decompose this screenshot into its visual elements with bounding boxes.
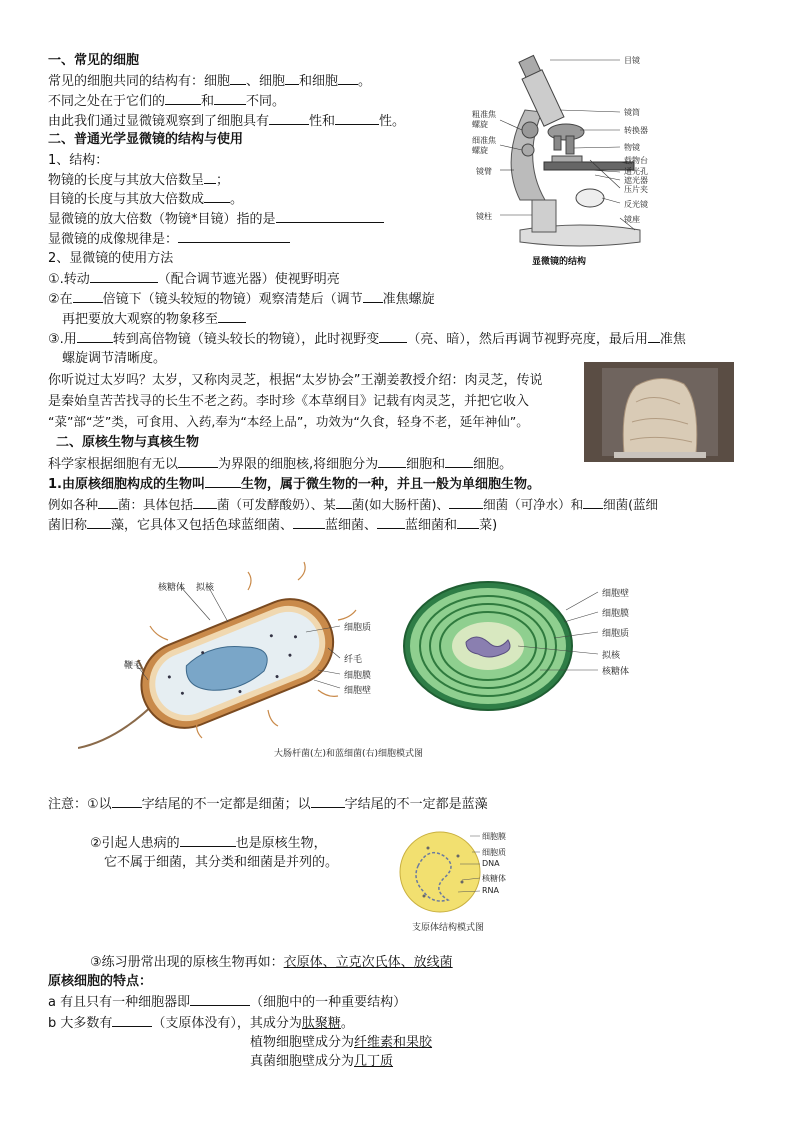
s2-line-a2: 目镜的长度与其放大倍数成 。 bbox=[48, 192, 244, 207]
micro-label-aperture: 通光孔 bbox=[624, 167, 648, 176]
micro-label-arm: 镜臂 bbox=[476, 167, 492, 176]
myco-label-dna: DNA bbox=[482, 859, 500, 868]
section-3-title: 二、原核生物与真核生物 bbox=[56, 435, 200, 450]
ecoli-label-membrane: 细胞膜 bbox=[344, 671, 372, 681]
taisui-image bbox=[584, 362, 734, 462]
story-line-2: 是秦始皇苦苦找寻的长生不老之药。李时珍《本草纲目》记载有肉灵芝，并把它收入 bbox=[48, 394, 530, 409]
section-2-title: 二、普通光学显微镜的结构与使用 bbox=[48, 132, 244, 147]
s2-sub-2: 2、显微镜的使用方法 bbox=[48, 251, 174, 266]
ecoli-label-pilus: 纤毛 bbox=[344, 655, 363, 665]
s2-use-3: 再把要放大观察的物象移至 bbox=[62, 310, 246, 329]
story-line-3: “菜”部“芝”类，可食用、入药,奉为“本经上品”，功效为“久食，轻身不老，延年神仙”。 bbox=[48, 414, 529, 429]
micro-label-diaphragm: 遮光器 bbox=[624, 176, 648, 185]
s1-line-2: 不同之处在于它们的 和 不同。 bbox=[48, 94, 286, 109]
cyano-label-nucleoid: 拟核 bbox=[602, 651, 621, 661]
ecoli-label-cytoplasm: 细胞质 bbox=[344, 623, 372, 633]
ecoli-label-nucleoid: 拟核 bbox=[196, 583, 215, 593]
note-line-4: ③练习册常出现的原核生物再如：衣原体、立克次氏体、放线菌 bbox=[90, 955, 453, 970]
feature-a: a 有且只有一种细胞器即 （细胞中的一种重要结构） bbox=[48, 995, 407, 1010]
s3-line-2: 1.由原核细胞构成的生物叫 生物，属于微生物的一种，并且一般为单细胞生物。 bbox=[48, 477, 540, 492]
ecoli-label-flagellum: 鞭毛 bbox=[124, 661, 143, 671]
micro-label-pillar: 镜柱 bbox=[476, 212, 492, 221]
micro-label-stage: 载物台 bbox=[624, 156, 648, 165]
micro-label-tube: 镜筒 bbox=[624, 108, 640, 117]
s2-line-a1: 物镜的长度与其放大倍数呈 ； bbox=[48, 173, 230, 188]
cyano-label-ribosome: 核糖体 bbox=[602, 667, 630, 677]
ecoli-label-wall: 细胞壁 bbox=[344, 686, 372, 696]
mycoplasma-drawing bbox=[398, 826, 558, 918]
s3-line-4: 菌旧称 藻，它具体又包括色球蓝细菌、 蓝细菌、 蓝细菌和 菜) bbox=[48, 518, 498, 533]
microscope-figure bbox=[470, 50, 710, 270]
s3-line-3: 例如各种 菌：具体包括 菌（可发酵酸奶）、某 菌(如大肠杆菌)、 细菌（可净水）和 细菌(蓝细 bbox=[48, 497, 658, 512]
s2-use-5: 螺旋调节清晰度。 bbox=[62, 351, 167, 366]
s1-line-1: 常见的细胞共同的结构有：细胞 、细胞 和细胞 。 bbox=[48, 74, 372, 89]
s2-use-1: ①.转动 （配合调节遮光器）使视野明亮 bbox=[48, 272, 340, 287]
myco-label-rna: RNA bbox=[482, 886, 500, 895]
s2-use-2: ②在 倍镜下（镜头较短的物镜）观察清楚后（调节 准焦螺旋 bbox=[48, 292, 435, 307]
micro-label-fine: 细准焦 螺旋 bbox=[472, 136, 496, 155]
micro-label-clip: 压片夹 bbox=[624, 185, 648, 194]
bacteria-caption: 大肠杆菌(左)和蓝细菌(右)细胞模式图 bbox=[274, 749, 424, 759]
s3-line-1: 科学家根据细胞有无以 为界限的细胞核,将细胞分为 细胞和 细胞。 bbox=[48, 457, 513, 472]
taisui-photo bbox=[584, 362, 734, 462]
micro-label-eyepiece: 目镜 bbox=[624, 56, 640, 65]
s2-sub-1: 1、结构： bbox=[48, 153, 109, 168]
microscope-drawing bbox=[470, 50, 710, 250]
bacteria-figure bbox=[78, 550, 698, 765]
micro-label-objective: 物镜 bbox=[624, 143, 640, 152]
feature-b: b 大多数有 （支原体没有），其成分为肽聚糖。 bbox=[48, 1016, 354, 1031]
micro-label-nosepiece: 转换器 bbox=[624, 126, 648, 135]
ecoli-label-ribosome: 核糖体 bbox=[158, 583, 186, 593]
s2-use-4: ③.用 转到高倍物镜（镜头较长的物镜），此时视野变 （亮、暗），然后再调节视野亮度，最后用 准焦 bbox=[48, 332, 686, 347]
s1-line-3: 由此我们通过显微镜观察到了细胞具有 性和 性。 bbox=[48, 114, 406, 129]
cyano-cell bbox=[404, 582, 572, 710]
myco-label-cytoplasm: 细胞质 bbox=[482, 848, 506, 857]
feature-plant-wall: 植物细胞壁成分为纤维素和果胶 bbox=[250, 1035, 433, 1050]
myco-label-membrane: 细胞膜 bbox=[482, 832, 506, 841]
cyano-label-wall: 细胞壁 bbox=[602, 589, 630, 599]
features-title: 原核细胞的特点： bbox=[48, 974, 153, 989]
cyano-label-membrane: 细胞膜 bbox=[602, 609, 630, 619]
feature-fungi-wall: 真菌细胞壁成分为几丁质 bbox=[250, 1054, 394, 1069]
section-1-title: 一、常见的细胞 bbox=[48, 53, 140, 68]
cyano-label-cytoplasm: 细胞质 bbox=[602, 629, 630, 639]
note-line-2: ②引起人患病的 也是原核生物， bbox=[90, 836, 327, 851]
myco-caption: 支原体结构模式图 bbox=[412, 923, 485, 933]
ecoli-cell bbox=[78, 562, 356, 748]
micro-label-mirror: 反光镜 bbox=[624, 200, 648, 209]
mycoplasma-figure bbox=[398, 826, 558, 934]
note-line-1: 注意：①以 字结尾的不一定都是细菌；以 字结尾的不一定都是蓝藻 bbox=[48, 797, 488, 812]
s2-line-a4: 显微镜的成像规律是： bbox=[48, 230, 290, 249]
s2-line-a3: 显微镜的放大倍数（物镜*目镜）指的是 bbox=[48, 210, 384, 229]
story-line-1: 你听说过太岁吗？太岁，又称肉灵芝，根据“太岁协会”王潮姜教授介绍：肉灵芝，传说 bbox=[48, 373, 543, 388]
note-line-3: 它不属于细菌，其分类和细菌是并列的。 bbox=[104, 855, 339, 870]
myco-label-ribosome: 核糖体 bbox=[482, 874, 506, 883]
micro-label-coarse: 粗准焦 螺旋 bbox=[472, 110, 496, 129]
micro-caption: 显微镜的结构 bbox=[532, 257, 587, 267]
micro-label-base: 镜座 bbox=[624, 215, 640, 224]
